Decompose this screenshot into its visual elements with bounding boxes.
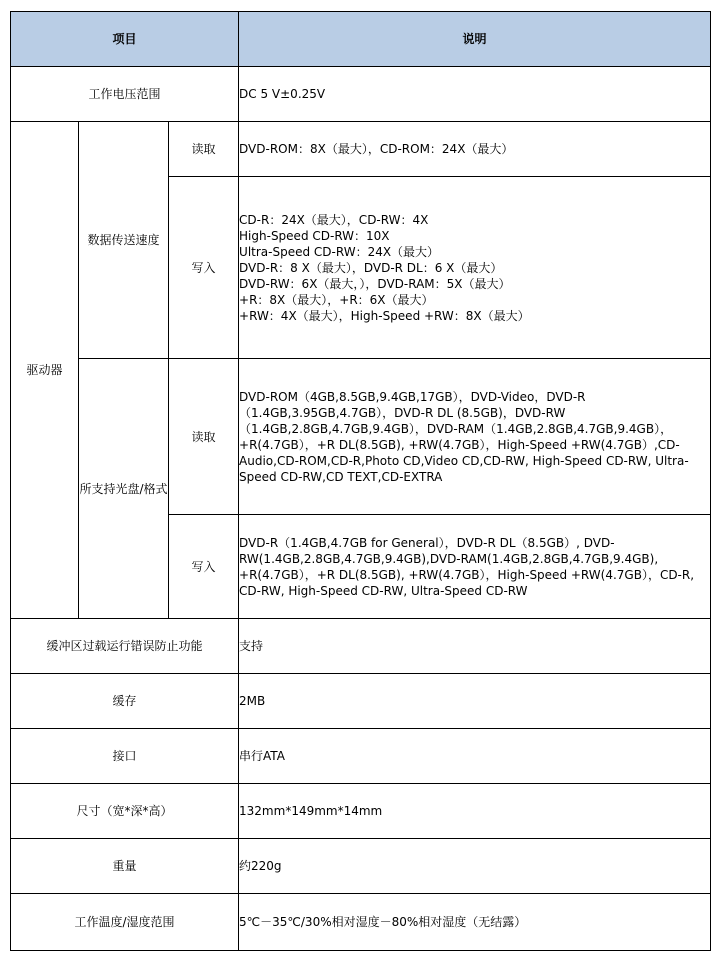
size-value: 132mm*149mm*14mm	[239, 784, 711, 839]
spec-table	[10, 11, 711, 951]
table-row	[11, 359, 711, 515]
transfer-write-label: 写入	[169, 177, 239, 359]
header-description: 说明	[239, 12, 711, 67]
table-row	[11, 122, 711, 177]
weight-value: 约220g	[239, 839, 711, 894]
table-row	[11, 839, 711, 894]
transfer-read-label: 读取	[169, 122, 239, 177]
transfer-label: 数据传送速度	[79, 122, 169, 359]
media-read-value: DVD-ROM（4GB,8.5GB,9.4GB,17GB），DVD-Video，DVD-R（1.4GB,3.95GB,4.7GB），DVD-R DL (8.5GB)，DVD-RW（1.4GB,2.8GB,4.7GB,9.4GB），DVD-RAM（1.4GB,2.8GB,4.7GB,9.4GB），+R(4.7GB），+R DL(8.5GB), +RW(4.7GB），High-Speed +RW(4.7GB）,CD-Audio,CD-ROM,CD-R,Photo CD,Video CD,CD-RW, High-Speed CD-RW, Ultra-Speed CD-RW,CD TEXT,CD-EXTRA	[239, 359, 711, 515]
table-row	[11, 619, 711, 674]
buffer-protect-label: 缓冲区过载运行错误防止功能	[11, 619, 239, 674]
environment-value: 5℃－35℃/30%相对湿度－80%相对湿度（无结露）	[239, 894, 711, 951]
transfer-write-value	[239, 177, 711, 359]
media-write-value: DVD-R（1.4GB,4.7GB for General），DVD-R DL（8.5GB）, DVD-RW(1.4GB,2.8GB,4.7GB,9.4GB),DVD-RAM(1.4GB,2.8GB,4.7GB,9.4GB), +R(4.7GB），+R DL(8.5GB), +RW(4.7GB），High-Speed +RW(4.7GB），CD-R, CD-RW, High-Speed CD-RW, Ultra-Speed CD-RW	[239, 515, 711, 619]
write-speed-line: DVD-R：8 X（最大），DVD-R DL：6 X（最大）	[239, 260, 503, 275]
cache-value: 2MB	[239, 674, 711, 729]
interface-label: 接口	[11, 729, 239, 784]
buffer-protect-value: 支持	[239, 619, 711, 674]
media-label: 所支持光盘/格式	[79, 359, 169, 619]
header-item: 项目	[11, 12, 239, 67]
write-speed-line: DVD-RW：6X（最大，），DVD-RAM：5X（最大）	[239, 276, 511, 291]
environment-label: 工作温度/湿度范围	[11, 894, 239, 951]
write-speed-line: +R：8X（最大），+R：6X（最大）	[239, 292, 434, 307]
drive-label: 驱动器	[11, 122, 79, 619]
write-speed-line: CD-R：24X（最大），CD-RW：4X	[239, 212, 429, 227]
voltage-value: DC 5 V±0.25V	[239, 67, 711, 122]
header-row	[11, 12, 711, 67]
table-row	[11, 729, 711, 784]
table-row	[11, 894, 711, 951]
table-row	[11, 784, 711, 839]
transfer-read-value: DVD-ROM：8X（最大），CD-ROM：24X（最大）	[239, 122, 711, 177]
write-speed-line: +RW：4X（最大），High-Speed +RW：8X（最大）	[239, 308, 530, 323]
table-row	[11, 67, 711, 122]
voltage-label: 工作电压范围	[11, 67, 239, 122]
cache-label: 缓存	[11, 674, 239, 729]
write-speed-line: High-Speed CD-RW：10X	[239, 228, 390, 243]
media-read-label: 读取	[169, 359, 239, 515]
table-row	[11, 674, 711, 729]
write-speed-line: Ultra-Speed CD-RW：24X（最大）	[239, 244, 440, 259]
interface-value: 串行ATA	[239, 729, 711, 784]
media-write-label: 写入	[169, 515, 239, 619]
weight-label: 重量	[11, 839, 239, 894]
size-label: 尺寸（宽*深*高）	[11, 784, 239, 839]
